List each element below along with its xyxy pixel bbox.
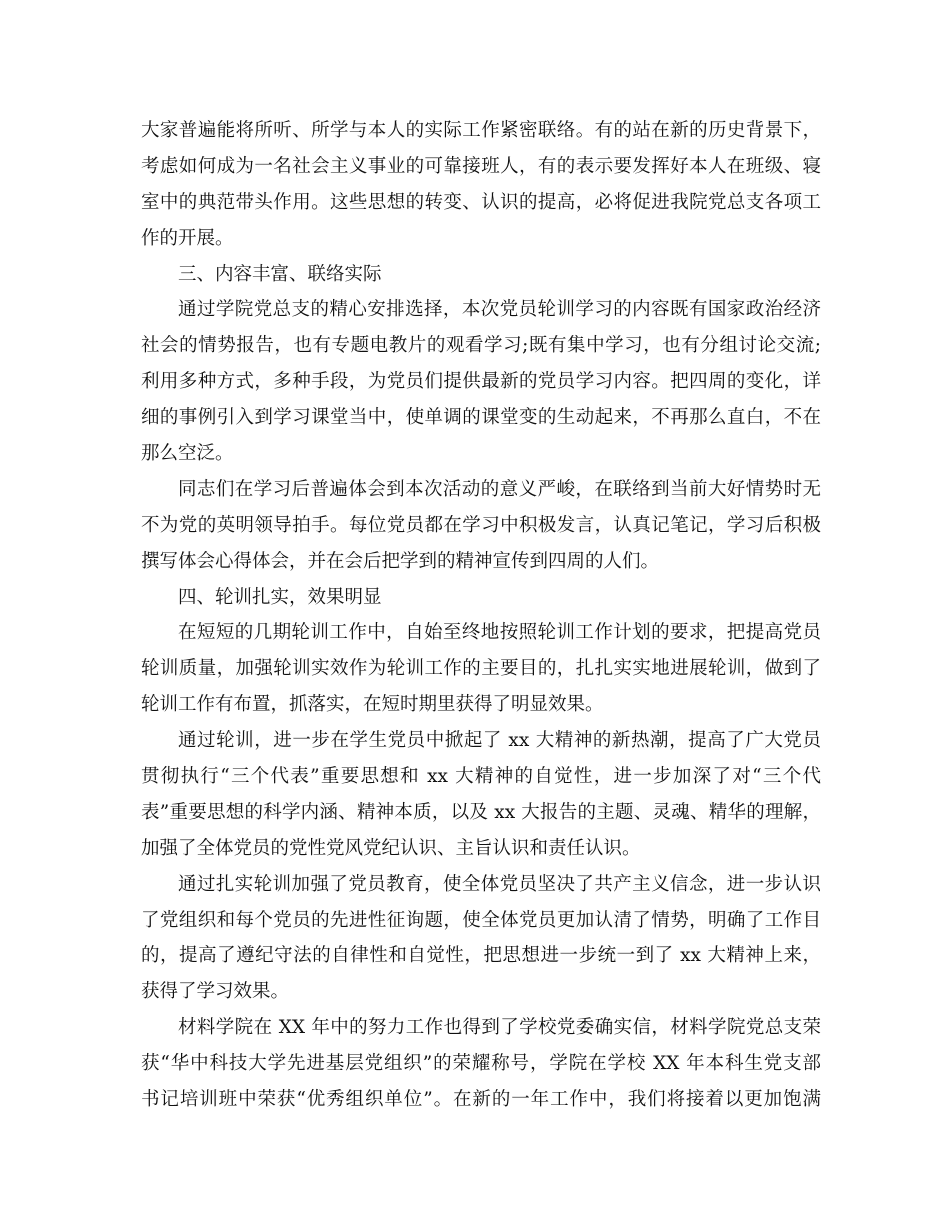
paragraph-line: 考虑如何成为一名社会主义事业的可靠接班人，有的表示要发挥好本人在班级、寝	[141, 155, 821, 177]
paragraph-first-line: 在短短的几期轮训工作中，自始至终地按照轮训工作计划的要求，把提高党员	[178, 622, 821, 644]
paragraph-line: 社会的情势报告，也有专题电教片的观看学习;既有集中学习，也有分组讨论交流;	[141, 335, 821, 357]
paragraph-line: 不为党的英明领导拍手。每位党员都在学习中积极发言，认真记笔记，学习后积极	[141, 514, 821, 536]
paragraph-first-line: 三、内容丰富、联络实际	[178, 263, 382, 285]
paragraph-line: 室中的典范带头作用。这些思想的转变、认识的提高，必将促进我院党总支各项工	[141, 191, 821, 213]
paragraph-first-line: 同志们在学习后普遍体会到本次活动的意义严峻，在联络到当前大好情势时无	[178, 478, 821, 500]
paragraph-line: 那么空泛。	[141, 443, 234, 465]
paragraph-line: 利用多种方式，多种手段，为党员们提供最新的党员学习内容。把四周的变化，详	[141, 371, 821, 393]
paragraph-first-line: 通过学院党总支的精心安排选择，本次党员轮训学习的内容既有国家政治经济	[178, 299, 821, 321]
paragraph-line: 作的开展。	[141, 227, 234, 249]
paragraph-first-line: 通过轮训，进一步在学生党员中掀起了 xx 大精神的新热潮，提高了广大党员	[178, 730, 821, 752]
paragraph-line: 轮训质量，加强轮训实效作为轮训工作的主要目的，扎扎实实地进展轮训，做到了	[141, 658, 821, 680]
paragraph-line: 表”重要思想的科学内涵、精神本质，以及 xx 大报告的主题、灵魂、精华的理解，	[141, 801, 821, 823]
paragraph-first-line: 通过扎实轮训加强了党员教育，使全体党员坚决了共产主义信念，进一步认识	[178, 873, 821, 895]
paragraph-line: 细的事例引入到学习课堂当中，使单调的课堂变的生动起来，不再那么直白，不在	[141, 407, 821, 429]
paragraph-line: 的，提高了遵纪守法的自律性和自觉性，把思想进一步统一到了 xx 大精神上来，	[141, 945, 821, 967]
paragraph-line: 获得了学习效果。	[141, 981, 290, 1003]
paragraph-first-line: 四、轮训扎实，效果明显	[178, 586, 382, 608]
paragraph-line: 加强了全体党员的党性党风党纪认识、主旨认识和责任认识。	[141, 837, 641, 859]
paragraph-line: 撰写体会心得体会，并在会后把学到的精神宣传到四周的人们。	[141, 550, 660, 572]
paragraph-line: 书记培训班中荣获“优秀组织单位”。在新的一年工作中，我们将接着以更加饱满	[141, 1089, 821, 1111]
paragraph-line: 贯彻执行“三个代表”重要思想和 xx 大精神的自觉性，进一步加深了对“三个代	[141, 766, 821, 788]
paragraph-line: 大家普遍能将所听、所学与本人的实际工作紧密联络。有的站在新的历史背景下，	[141, 120, 821, 141]
paragraph-line: 轮训工作有布置，抓落实，在短时期里获得了明显效果。	[141, 694, 604, 716]
document-body	[141, 113, 821, 1118]
paragraph-line: 了党组织和每个党员的先进性征询题，使全体党员更加认清了情势，明确了工作目	[141, 909, 821, 931]
paragraph-line: 获“华中科技大学先进基层党组织”的荣耀称号，学院在学校 XX 年本科生党支部	[141, 1053, 821, 1075]
paragraph-first-line: 材料学院在 XX 年中的努力工作也得到了学校党委确实信，材料学院党总支荣	[178, 1017, 821, 1039]
